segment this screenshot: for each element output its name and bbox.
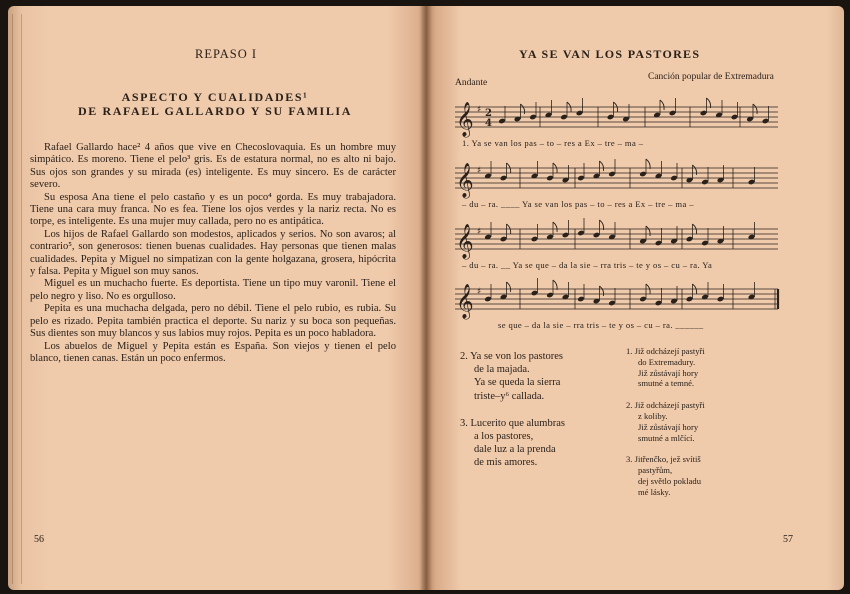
verse-number: 1. (626, 346, 633, 356)
note-flag (646, 226, 650, 236)
song-title: YA SE VAN LOS PASTORES (519, 47, 701, 61)
verse-line: do Extremadury. (638, 356, 696, 367)
verse-number: 3. (460, 417, 468, 429)
treble-clef-icon: 𝄞 (456, 284, 474, 319)
song-subtitle: Canción popular de Extremadura (648, 72, 774, 82)
verse-line: dej světlo pokladu (638, 475, 702, 486)
page-number-right: 57 (783, 534, 793, 545)
note-flag (507, 282, 511, 292)
verse-line: dale luz a la prenda (474, 444, 556, 456)
verse-line: Jitřenčko, jež svítiš (634, 454, 701, 465)
section-title-line-2: DE RAFAEL GALLARDO Y SU FAMILIA (78, 104, 352, 118)
verse-line: Již odcházejí pastyři (634, 346, 705, 356)
lyric-line-4: se que – da la sie – rra tris – te y os – cu – ra. ______ (498, 320, 704, 330)
note-flag (600, 220, 604, 230)
verse-line: Již zůstávají hory (638, 421, 699, 432)
time-signature: 2 (485, 108, 492, 119)
note-flag (600, 161, 604, 171)
music-score (450, 95, 790, 340)
verse-line: de la majada. (474, 364, 530, 376)
paragraph: Su esposa Ana tiene el pelo castaño y es un poco⁴ gorda. Es muy trabajadora. Tiene una cara muy franca. No es fea. Tiene los ojos verdes y la nariz recta. No es torpe, es inteligente. Es una mujer muy callada, pero no es antipática. (30, 191, 396, 228)
staff-4 (455, 278, 778, 320)
verse-line: Již odcházejí pastyři (634, 400, 705, 411)
staff-1 (455, 98, 778, 138)
page-number-left: 56 (34, 534, 44, 545)
lyric-line-3: – du – ra. __ Ya se que – da la sie – rra tris – te y os – cu – ra. Ya (462, 260, 713, 270)
sharp-icon: ♯ (477, 287, 482, 297)
verse-number: 2. (460, 351, 468, 362)
verse-cs-2 (626, 400, 776, 443)
note-flag (753, 104, 757, 114)
verse-number: 2. (626, 400, 633, 411)
paragraph: Miguel es un muchacho fuerte. Es deportista. Tiene un tipo muy varonil. Tiene el pelo negro y liso. No es orgulloso. (30, 278, 396, 302)
treble-clef-icon: 𝄞 (456, 224, 474, 259)
time-signature: 4 (485, 118, 492, 129)
tempo-marking: Andante (455, 78, 488, 88)
note-flag (553, 222, 557, 232)
section-title-line-1: ASPECTO Y CUALIDADES¹ (121, 90, 309, 104)
note-flag (521, 104, 525, 114)
verse-2 (460, 350, 610, 403)
verse-cs-1 (626, 346, 776, 389)
note-flag (707, 98, 711, 108)
lyric-line-1: 1. Ya se van los pas – to – res a Ex – tre – ma – (462, 138, 644, 148)
treble-clef-icon: 𝄞 (456, 163, 474, 198)
lyric-line-2: – du – ra. ____ Ya se van los pas – to – res a Ex – tre – ma – (462, 199, 694, 209)
paragraph: Los hijos de Rafael Gallardo son modestos, aplicados y serios. No son avaros; al contrario⁵, son generosos: tienen buenas cualidades. Hay personas que tienen malas cualidades. Pepita y Miguel no simpatizan con la gente holgazana, grosera, hipócrita y falsa. Pepita y Miguel son muy sanos. (30, 228, 396, 278)
sharp-icon: ♯ (477, 105, 482, 115)
verse-line: z koliby. (638, 410, 668, 421)
note-flag (553, 280, 557, 290)
verse-line: Již zůstávají hory (638, 367, 699, 378)
verse-line: pastyřům, (638, 465, 673, 476)
verse-line: mé lásky. (638, 486, 671, 497)
staff-3 (455, 218, 778, 260)
verse-number: 3. (626, 454, 633, 465)
treble-clef-icon: 𝄞 (456, 102, 474, 137)
sharp-icon: ♯ (477, 227, 482, 237)
paragraph: Rafael Gallardo hace² 4 años que vive en Checoslovaquia. Es un hombre muy simpático. Es moreno. Tiene el pelo³ gris. Es de estatura normal, no es alto ni bajo. Sus ojos son grandes y su mirada (es) inteligente. Es muy sincero. Es de carácter severo. (30, 142, 396, 191)
book-spine (420, 6, 432, 590)
verses-czech (626, 346, 776, 509)
verse-3 (460, 417, 610, 470)
paragraph: Los abuelos de Miguel y Pepita están es España. Son viejos y tienen el pelo blanco, tienen canas. Están un poco enfermos. (30, 340, 396, 364)
verse-line: Lucerito que alumbras (470, 417, 565, 429)
verse-line: smutné a temné. (638, 378, 695, 389)
staff-2 (455, 159, 778, 199)
verse-line: a los pastores, (474, 431, 534, 443)
note-flag (660, 100, 664, 110)
body-text (30, 142, 396, 365)
verse-cs-3 (626, 454, 776, 497)
note-flag (646, 159, 650, 169)
verse-line: de mis amores. (474, 457, 538, 469)
verse-line: Ya se von los pastores (470, 351, 563, 362)
verse-line: Ya se queda la sierra (474, 377, 561, 389)
sharp-icon: ♯ (477, 166, 482, 176)
running-head: REPASO I (195, 47, 258, 61)
paragraph: Pepita es una muchacha delgada, pero no débil. Tiene el pelo rubio, es rubia. Su pelo es rizado. Pepita también practica el deporte. Su nariz y su boca son pequeñas. Sus dientes son muy blancos y sus labios muy rojos. Pepita es un poco habladora. (30, 303, 396, 340)
page-edge (12, 14, 22, 584)
verse-line: triste–y⁶ callada. (474, 390, 545, 402)
note-flag (693, 165, 697, 175)
verses-spanish (460, 350, 610, 484)
note-flag (600, 286, 604, 296)
verse-line: smutné a mlčící. (638, 432, 695, 443)
